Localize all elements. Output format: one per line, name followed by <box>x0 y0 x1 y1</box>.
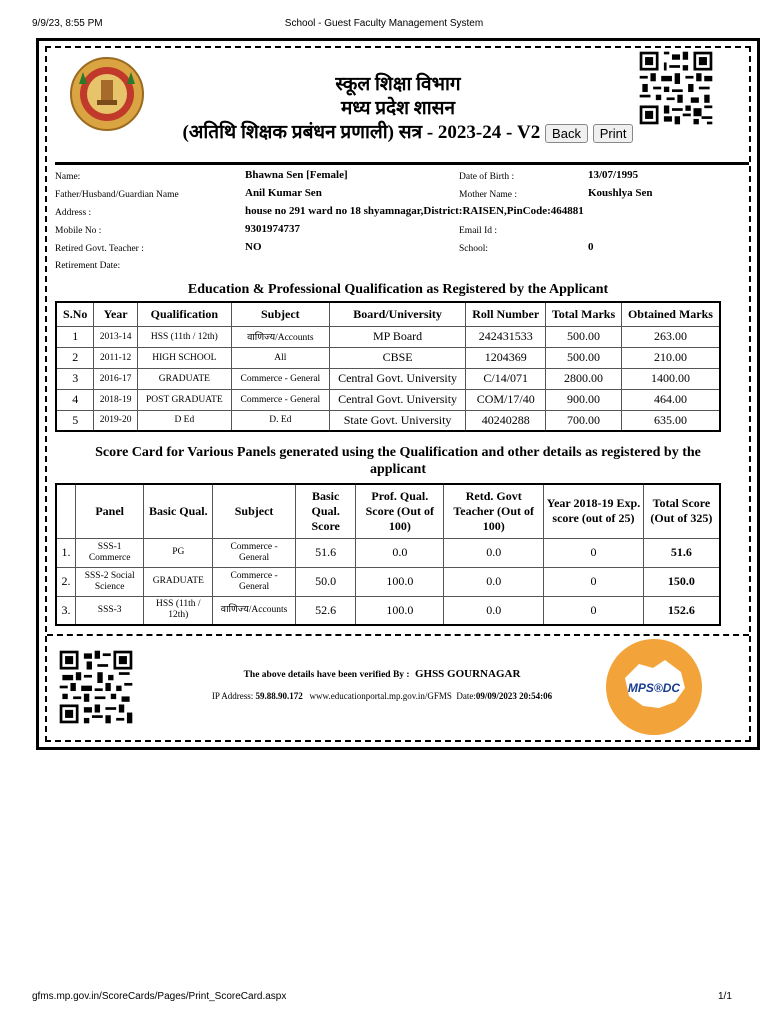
table-cell: वाणिज्य/Accounts <box>213 596 296 625</box>
table-cell: 2. <box>56 567 75 596</box>
table-cell: 1. <box>56 538 75 567</box>
edu-header: Roll Number <box>466 302 546 326</box>
retirement-date-label: Retirement Date: <box>55 261 121 271</box>
table-cell: 1204369 <box>466 347 546 368</box>
date-label: Date: <box>456 691 476 701</box>
table-cell: 2800.00 <box>546 368 622 389</box>
table-cell: 900.00 <box>546 389 622 410</box>
table-cell: 2016-17 <box>94 368 137 389</box>
table-cell: 500.00 <box>546 347 622 368</box>
edu-header: Total Marks <box>546 302 622 326</box>
table-cell: 2019-20 <box>94 410 137 431</box>
header-divider <box>55 162 749 165</box>
table-cell: 0 <box>544 596 644 625</box>
score-header: Total Score (Out of 325) <box>643 484 720 538</box>
govt-title: मध्य प्रदेश शासन <box>340 98 456 119</box>
back-button[interactable]: Back <box>545 124 588 143</box>
table-cell: 4 <box>56 389 94 410</box>
table-row <box>56 347 720 368</box>
table-row <box>56 538 720 567</box>
table-cell: GRADUATE <box>137 368 231 389</box>
table-row <box>56 368 720 389</box>
table-cell: 100.0 <box>356 596 444 625</box>
table-cell: D Ed <box>137 410 231 431</box>
scorecard-inner <box>45 46 751 742</box>
table-cell: 150.0 <box>643 567 720 596</box>
score-header: Year 2018-19 Exp. score (out of 25) <box>544 484 644 538</box>
table-row <box>56 596 720 625</box>
table-row <box>56 326 720 347</box>
table-cell: 635.00 <box>621 410 720 431</box>
portal-url: www.educationportal.mp.gov.in/GFMS <box>309 691 452 701</box>
table-cell: 0 <box>544 538 644 567</box>
retired-label: Retired Govt. Teacher : <box>55 244 144 254</box>
score-table <box>55 483 721 626</box>
table-cell: 40240288 <box>466 410 546 431</box>
school-label: School: <box>459 244 489 254</box>
table-cell: POST GRADUATE <box>137 389 231 410</box>
table-cell: 0 <box>544 567 644 596</box>
table-cell: SSS-1 Commerce <box>75 538 144 567</box>
print-page-counter: 1/1 <box>718 991 732 1002</box>
table-cell: 0.0 <box>444 538 544 567</box>
edu-header: Board/University <box>329 302 465 326</box>
footer-qr-code-icon <box>57 648 135 726</box>
table-cell: 464.00 <box>621 389 720 410</box>
print-url: gfms.mp.gov.in/ScoreCards/Pages/Print_ScoreCard.aspx <box>32 991 287 1002</box>
table-cell: वाणिज्य/Accounts <box>231 326 329 347</box>
table-row <box>56 567 720 596</box>
ip-line <box>157 691 607 701</box>
score-header <box>56 484 75 538</box>
table-cell: 500.00 <box>546 326 622 347</box>
score-header: Basic Qual. Score <box>295 484 355 538</box>
mobile-value: 9301974737 <box>245 223 300 235</box>
table-cell: HSS (11th / 12th) <box>137 326 231 347</box>
dept-title: स्कूल शिक्षा विभाग <box>335 74 461 95</box>
table-cell: All <box>231 347 329 368</box>
table-cell: 0.0 <box>444 567 544 596</box>
email-label: Email Id : <box>459 226 497 236</box>
score-header: Subject <box>213 484 296 538</box>
table-cell: SSS-2 Social Science <box>75 567 144 596</box>
score-header: Prof. Qual. Score (Out of 100) <box>356 484 444 538</box>
table-cell: 1400.00 <box>621 368 720 389</box>
edu-header: Obtained Marks <box>621 302 720 326</box>
edu-header: Qualification <box>137 302 231 326</box>
dob-value: 13/07/1995 <box>588 169 639 181</box>
verified-line <box>187 668 577 680</box>
education-table <box>55 301 721 432</box>
table-cell: 1 <box>56 326 94 347</box>
table-cell: Central Govt. University <box>329 389 465 410</box>
edu-header: Year <box>94 302 137 326</box>
table-cell: C/14/071 <box>466 368 546 389</box>
address-value: house no 291 ward no 18 shyamnagar,District:RAISEN,PinCode:464881 <box>245 205 584 217</box>
table-cell: 2018-19 <box>94 389 137 410</box>
retired-value: NO <box>245 241 262 253</box>
table-cell: 100.0 <box>356 567 444 596</box>
qr-code-icon <box>637 48 715 128</box>
education-title: Education & Professional Qualification as Registered by the Applicant <box>187 282 609 297</box>
edu-header: Subject <box>231 302 329 326</box>
mother-label: Mother Name : <box>459 190 518 200</box>
system-title <box>167 118 649 144</box>
table-cell: Commerce - General <box>231 368 329 389</box>
name-value: Bhawna Sen [Female] <box>245 169 348 181</box>
name-label: Name: <box>55 172 81 182</box>
print-page-title: School - Guest Faculty Management System <box>284 18 484 29</box>
print-button[interactable]: Print <box>593 124 634 143</box>
table-cell: COM/17/40 <box>466 389 546 410</box>
score-header: Retd. Govt Teacher (Out of 100) <box>444 484 544 538</box>
table-cell: 5 <box>56 410 94 431</box>
table-cell: Central Govt. University <box>329 368 465 389</box>
table-row <box>56 389 720 410</box>
table-cell: 51.6 <box>295 538 355 567</box>
table-cell: 52.6 <box>295 596 355 625</box>
father-value: Anil Kumar Sen <box>245 187 322 199</box>
school-value: 0 <box>588 241 594 253</box>
address-label: Address : <box>55 208 92 218</box>
logo-text: MPS®DC <box>627 681 681 695</box>
footer-divider <box>47 634 749 636</box>
print-datetime: 9/9/23, 8:55 PM <box>32 18 103 29</box>
score-header: Panel <box>75 484 144 538</box>
table-cell: CBSE <box>329 347 465 368</box>
dob-label: Date of Birth : <box>459 172 515 182</box>
table-cell: HIGH SCHOOL <box>137 347 231 368</box>
table-cell: 2 <box>56 347 94 368</box>
table-cell: 0.0 <box>356 538 444 567</box>
date-value: 09/09/2023 20:54:06 <box>475 691 553 701</box>
table-cell: MP Board <box>329 326 465 347</box>
table-cell: 152.6 <box>643 596 720 625</box>
table-cell: D. Ed <box>231 410 329 431</box>
ip-label: IP Address: <box>211 691 254 701</box>
table-cell: 263.00 <box>621 326 720 347</box>
mpsedc-logo-icon <box>605 638 703 736</box>
table-cell: 700.00 <box>546 410 622 431</box>
mother-value: Koushlya Sen <box>588 187 653 199</box>
table-cell: 50.0 <box>295 567 355 596</box>
table-cell: HSS (11th / 12th) <box>144 596 213 625</box>
table-cell: 3 <box>56 368 94 389</box>
table-cell: 2013-14 <box>94 326 137 347</box>
edu-header: S.No <box>56 302 94 326</box>
scorecard-frame <box>36 38 760 750</box>
table-row <box>56 410 720 431</box>
score-header: Basic Qual. <box>144 484 213 538</box>
table-cell: SSS-3 <box>75 596 144 625</box>
table-cell: GRADUATE <box>144 567 213 596</box>
table-cell: Commerce - General <box>231 389 329 410</box>
table-cell: 2011-12 <box>94 347 137 368</box>
verified-label: The above details have been verified By : <box>243 670 410 680</box>
table-cell: 0.0 <box>444 596 544 625</box>
table-cell: Commerce - General <box>213 538 296 567</box>
verified-by: GHSS GOURNAGAR <box>414 668 521 680</box>
mobile-label: Mobile No : <box>55 226 102 236</box>
table-cell: PG <box>144 538 213 567</box>
table-cell: 51.6 <box>643 538 720 567</box>
table-cell: 242431533 <box>466 326 546 347</box>
table-cell: 210.00 <box>621 347 720 368</box>
father-label: Father/Husband/Guardian Name <box>55 190 179 200</box>
table-cell: 3. <box>56 596 75 625</box>
score-title: Score Card for Various Panels generated using the Qualification and other details as registered by the applicant <box>95 445 701 477</box>
system-title-text: (अतिथि शिक्षक प्रबंधन प्रणाली) सत्र - 2023-24 - V2 <box>182 122 541 143</box>
table-cell: Commerce - General <box>213 567 296 596</box>
table-cell: State Govt. University <box>329 410 465 431</box>
ip-value: 59.88.90.172 <box>255 691 303 701</box>
